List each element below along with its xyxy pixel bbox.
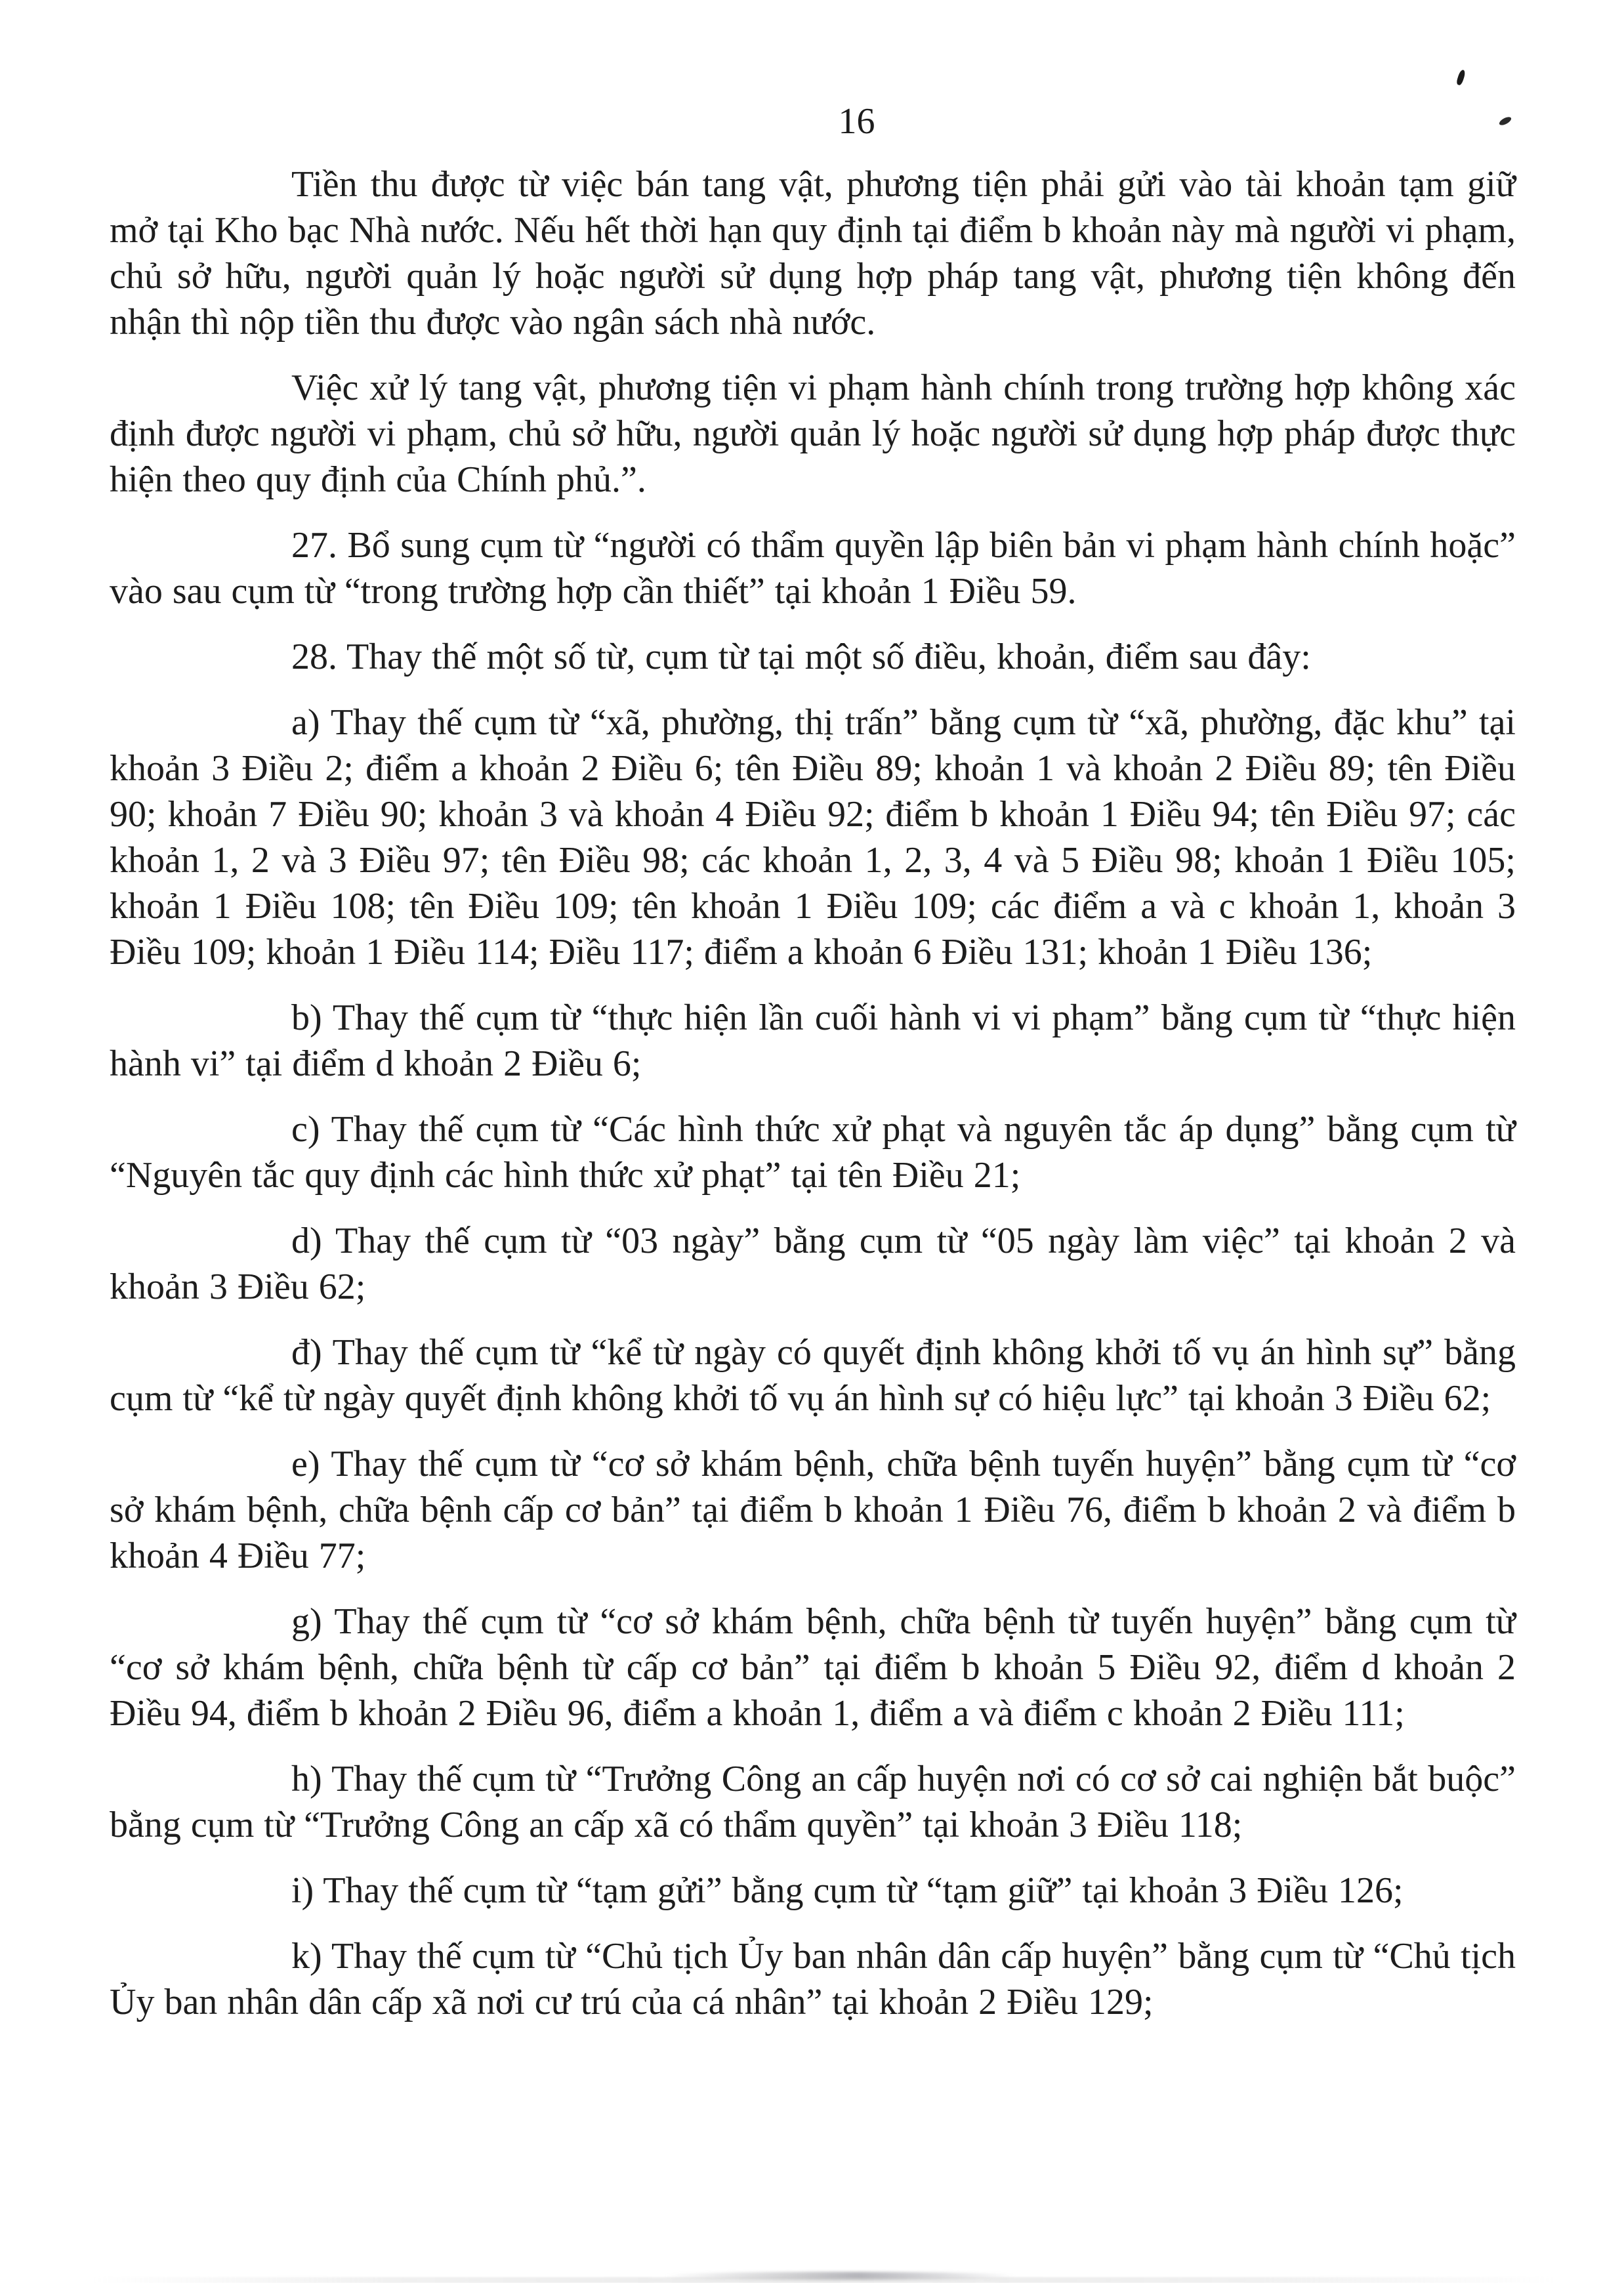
paragraph: a) Thay thế cụm từ “xã, phường, thị trấn” bằng cụm từ “xã, phường, đặc khu” tại khoản 3 Điều 2; điểm a khoản 2 Điều 6; tên Điều 89; khoản 1 và khoản 2 Điều 89; tên Điều 90; khoản 7 Điều 90; khoản 3 và khoản 4 Điều 92; điểm b khoản 1 Điều 94; tên Điều 97; các khoản 1, 2 và 3 Điều 97; tên Điều 98; các khoản 1, 2, 3, 4 và 5 Điều 98; khoản 1 Điều 105; khoản 1 Điều 108; tên Điều 109; tên khoản 1 Điều 109; các điểm a và c khoản 1, khoản 3 Điều 109; khoản 1 Điều 114; Điều 117; điểm a khoản 6 Điều 131; khoản 1 Điều 136;: [110, 702, 1516, 973]
paragraph: g) Thay thế cụm từ “cơ sở khám bệnh, chữa bệnh từ tuyến huyện” bằng cụm từ “cơ sở khám bệnh, chữa bệnh từ cấp cơ bản” tại điểm b khoản 5 Điều 92, điểm d khoản 2 Điều 94, điểm b khoản 2 Điều 96, điểm a khoản 1, điểm a và điểm c khoản 2 Điều 111;: [110, 1601, 1516, 1734]
paragraph: Tiền thu được từ việc bán tang vật, phương tiện phải gửi vào tài khoản tạm giữ mở tại Kho bạc Nhà nước. Nếu hết thời hạn quy định tại điểm b khoản này mà người vi phạm, chủ sở hữu, người quản lý hoặc người sử dụng hợp pháp tang vật, phương tiện không đến nhận thì nộp tiền thu được vào ngân sách nhà nước.: [110, 164, 1516, 343]
scan-edge-artifact: [92, 2277, 1555, 2283]
paragraph: k) Thay thế cụm từ “Chủ tịch Ủy ban nhân dân cấp huyện” bằng cụm từ “Chủ tịch Ủy ban nhân dân cấp xã nơi cư trú của cá nhân” tại khoản 2 Điều 129;: [110, 1936, 1516, 2022]
paragraph: e) Thay thế cụm từ “cơ sở khám bệnh, chữa bệnh tuyến huyện” bằng cụm từ “cơ sở khám bệnh, chữa bệnh cấp cơ bản” tại điểm b khoản 1 Điều 76, điểm b khoản 2 và điểm b khoản 4 Điều 77;: [110, 1444, 1516, 1576]
paragraph: Việc xử lý tang vật, phương tiện vi phạm hành chính trong trường hợp không xác định được người vi phạm, chủ sở hữu, người quản lý hoặc người sử dụng hợp pháp được thực hiện theo quy định của Chính phủ.”.: [110, 367, 1516, 500]
paragraph: i) Thay thế cụm từ “tạm gửi” bằng cụm từ “tạm giữ” tại khoản 3 Điều 126;: [291, 1870, 1404, 1911]
document-body: [110, 161, 1516, 2045]
paragraph: 27. Bổ sung cụm từ “người có thẩm quyền lập biên bản vi phạm hành chính hoặc” vào sau cụm từ “trong trường hợp cần thiết” tại khoản 1 Điều 59.: [110, 525, 1516, 612]
paragraph: đ) Thay thế cụm từ “kể từ ngày có quyết định không khởi tố vụ án hình sự” bằng cụm từ “kể từ ngày quyết định không khởi tố vụ án hình sự có hiệu lực” tại khoản 3 Điều 62;: [110, 1332, 1516, 1419]
paragraph: h) Thay thế cụm từ “Trưởng Công an cấp huyện nơi có cơ sở cai nghiện bắt buộc” bằng cụm từ “Trưởng Công an cấp xã có thẩm quyền” tại khoản 3 Điều 118;: [110, 1759, 1516, 1845]
paragraph: d) Thay thế cụm từ “03 ngày” bằng cụm từ “05 ngày làm việc” tại khoản 2 và khoản 3 Điều 62;: [110, 1221, 1516, 1307]
paragraph: b) Thay thế cụm từ “thực hiện lần cuối hành vi vi phạm” bằng cụm từ “thực hiện hành vi” tại điểm d khoản 2 Điều 6;: [110, 997, 1516, 1084]
ink-speck: [1456, 69, 1467, 86]
page-number: 16: [838, 101, 875, 142]
paragraph: c) Thay thế cụm từ “Các hình thức xử phạt và nguyên tắc áp dụng” bằng cụm từ “Nguyên tắc quy định các hình thức xử phạt” tại tên Điều 21;: [110, 1109, 1516, 1196]
paragraph: 28. Thay thế một số từ, cụm từ tại một số điều, khoản, điểm sau đây:: [291, 637, 1311, 677]
